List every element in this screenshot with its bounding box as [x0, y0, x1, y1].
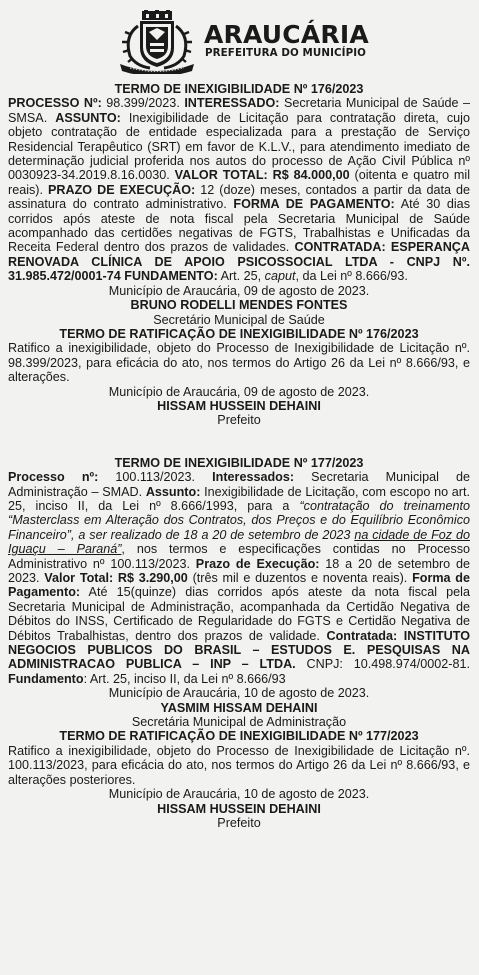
doc2-value-processo: 100.113/2023.: [98, 470, 213, 485]
brand-name: ARAUCÁRIA: [204, 20, 369, 49]
doc2-signer: YASMIM HISSAM DEHAINI: [160, 700, 318, 715]
doc2-date: Município de Araucária, 10 de agosto de 2023.: [108, 686, 370, 701]
doc2-label-forma: Forma de Pagamento:: [8, 571, 471, 600]
brand-subtitle: PREFEITURA DO MUNICÍPIO: [205, 47, 367, 59]
doc1-date: Município de Araucária, 09 de agosto de 2023.: [108, 283, 370, 298]
rat2-role: Prefeito: [217, 815, 261, 830]
rat2-title: TERMO DE RATIFICAÇÃO DE INEXIGIBILIDADE Nº 177/2023: [59, 729, 419, 744]
rat2-body: Ratifico a inexigibilidade, objeto do Processo de Inexigibilidade de Licitação nº. 100.113/2023, para eficácia do ato, nos termos do Artigo 26 da Lei nº 8.666/93, e alterações posteriores.: [8, 743, 470, 787]
doc2-label-valor: Valor Total: R$ 3.290,00: [44, 571, 188, 585]
doc2-value-assunto: Inexigibilidade de Licitação, com escopo no art. 25, inciso II, da Lei nº 8.666/1993, para a: [8, 484, 470, 513]
doc2-label-interessados: Interessados:: [212, 470, 295, 485]
doc1-signer: BRUNO RODELLI MENDES FONTES: [130, 298, 348, 313]
document-content: [8, 82, 470, 830]
doc2-value-fundamento: : Art. 25, inciso II, da Lei nº 8.666/93: [83, 671, 286, 686]
doc1-value-interessado: Secretaria Municipal de Saúde – SMSA.: [8, 96, 470, 125]
doc2-value-valor: (três mil e duzentos e noventa reais).: [187, 571, 413, 585]
doc1-label-assunto: ASSUNTO:: [55, 110, 121, 125]
doc1-value-fundamento-a: Art. 25,: [217, 269, 265, 284]
doc1-value-valor: (oitenta e quatro mil reais).: [8, 168, 470, 197]
doc2-label-prazo: Prazo de Execução:: [195, 556, 320, 571]
rat1-body: Ratifico a inexigibilidade, objeto do Processo de Inexigibilidade de Licitação nº. 98.399/2023, para eficácia do ato, nos termos do Artigo 26 da Lei nº 8.666/93, e alterações.: [8, 341, 470, 385]
coat-of-arms-icon: [116, 10, 198, 74]
doc2-title: TERMO DE INEXIGIBILIDADE Nº 177/2023: [114, 455, 364, 470]
rat2-date: Município de Araucária, 10 de agosto de 2023.: [108, 787, 370, 802]
rat1-title: TERMO DE RATIFICAÇÃO DE INEXIGIBILIDADE Nº 176/2023: [59, 326, 419, 341]
rat1-role: Prefeito: [217, 413, 261, 428]
doc1-role: Secretário Municipal de Saúde: [153, 312, 325, 327]
doc1-label-prazo: PRAZO DE EXECUÇÃO:: [48, 182, 196, 197]
doc1-value-prazo: 12 (doze) meses, contados a partir da data de assinatura do contrato administrativo.: [8, 182, 471, 212]
doc1-label-processo: PROCESSO Nº:: [8, 96, 102, 111]
doc1-body: [8, 96, 470, 283]
doc1-label-contratada: CONTRATADA: ESPERANÇA RENOVADA CLÍNICA DE APOIO PSICOSSOCIAL LTDA - CNPJ Nº. 31.985.472/0001-74 FUNDAMENTO:: [8, 240, 470, 284]
doc1-label-forma: FORMA DE PAGAMENTO:: [233, 197, 395, 212]
doc1-title: TERMO DE INEXIGIBILIDADE Nº 176/2023: [114, 82, 364, 96]
rat1-signer: HISSAM HUSSEIN DEHAINI: [157, 398, 321, 413]
doc1-label-valor: VALOR TOTAL: R$ 84.000,00: [174, 168, 350, 183]
doc2-label-assunto: Assunto:: [145, 484, 201, 499]
section-spacer: [8, 428, 470, 456]
doc2-value-cnpj: CNPJ: 10.498.974/0002-81.: [295, 657, 470, 672]
header: [0, 0, 479, 80]
doc1-value-assunto: Inexigibilidade de Licitação para contratação direta, cujo objeto contratação de entidade especializada para a prestação de Serviço Residencial Terapêutico (SRT) em favor de K.L.V., para atendimento imediato de determinação judicial proferida nos autos do processo de Ação Civil Pública nº 0030923-34.2019.8.16.0030.: [8, 110, 470, 183]
doc1-value-forma: Até 30 dias corridos após ateste de nota fiscal pela Secretaria Municipal de Saúde acompanhado das certidões negativas de FGTS, Trabalhistas e Unificadas da Receita Federal dentro dos prazos de validades.: [8, 197, 470, 255]
doc2-value-prazo: 18 a 20 de setembro de 2023.: [8, 556, 470, 585]
doc2-label-processo: Processo nº:: [8, 470, 99, 485]
doc2-label-contratada: Contratada: INSTITUTO NEGOCIOS PUBLICOS DO BRASIL – ESTUDOS E. PESQUISAS NA ADMINISTRACAO PUBLICA – INP – LTDA.: [8, 628, 470, 672]
doc2-value-assunto-end: , nos termos e especificações contidas no Processo Administrativo nº 100.113/2023.: [8, 542, 470, 571]
doc2-role: Secretária Municipal de Administração: [131, 715, 347, 730]
doc2-value-assunto-italic: “contratação do treinamento “Masterclass em Alteração dos Contratos, dos Preços e do Equilíbrio Econômico Financeiro”, a ser realizado de 18 a 20 de setembro de 2023: [8, 498, 470, 542]
doc2-value-forma: Até 15(quinze) dias corridos após ateste da nota fiscal pela Secretaria Municipal de Administração, acompanhada da Certidão Negativa de Débitos do INSS, Certificado de Regularidade do FGTS e Certidão Negativa de Débitos Trabalhistas, dentro dos prazos de validade.: [8, 585, 470, 643]
doc1-value-processo: 98.399/2023.: [101, 96, 185, 111]
doc2-body: [8, 470, 470, 686]
rat1-date: Município de Araucária, 09 de agosto de 2023.: [108, 384, 370, 399]
rat2-signer: HISSAM HUSSEIN DEHAINI: [157, 801, 321, 816]
doc2-label-fundamento: Fundamento: [8, 671, 84, 686]
doc1-value-fundamento-b: , da Lei nº 8.666/93.: [295, 269, 408, 284]
doc2-value-assunto-italic-underlined: na cidade de Foz do Iguaçu – Paraná”: [8, 527, 470, 557]
doc1-label-interessado: INTERESSADO:: [184, 96, 280, 111]
doc2-value-interessados: Secretaria Municipal de Administração – SMAD.: [8, 470, 470, 499]
doc1-value-fundamento-caput: caput: [264, 269, 296, 284]
